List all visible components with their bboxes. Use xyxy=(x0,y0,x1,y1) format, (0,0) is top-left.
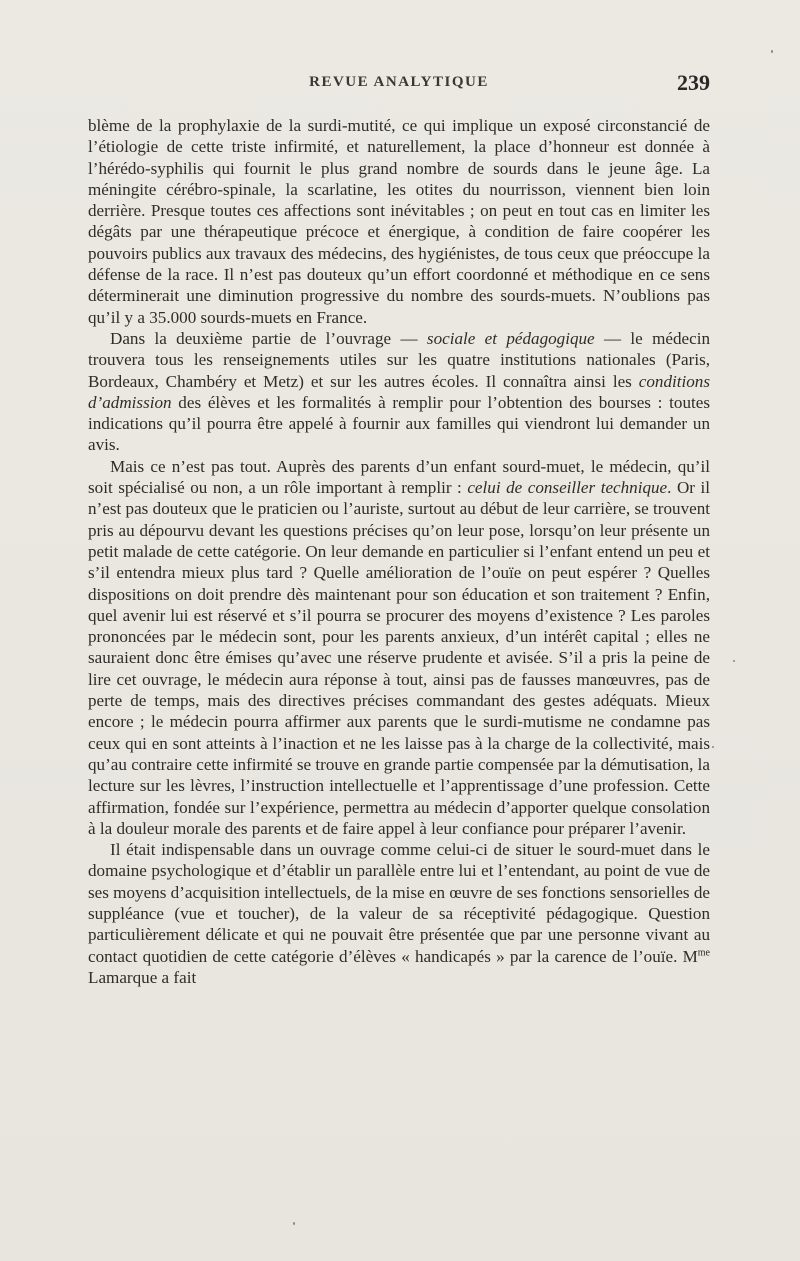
italic-text: sociale et pédagogique xyxy=(426,328,595,348)
text-run: Dans la deuxième partie de l’ouvrage — xyxy=(110,328,427,348)
paragraph xyxy=(88,115,710,328)
page-number: 239 xyxy=(677,70,710,95)
italic-text: celui de conseiller technique xyxy=(467,478,668,498)
scan-speck xyxy=(293,1222,295,1225)
text-run: — le médecin trouvera tous les renseignements utiles sur les quatre institutions nationales (Paris, Bordeaux, Chambéry et Metz) et sur les autres écoles. Il connaîtra ainsi les xyxy=(88,328,710,391)
text-run: blème de la prophylaxie de la surdi-mutité, ce qui implique un exposé circonstancié de l’étiologie de cette triste infirmité, et naturellement, la place d’honneur est donnée à l’hérédo-syphilis qui fournit le plus grand nombre de sourds dans le jeune âge. La méningite cérébro-spinale, la scarlatine, les otites du nourrisson, viennent bien loin derrière. Presque toutes ces affections sont inévitables ; on peut en tout cas en limiter les dégâts par une thérapeutique précoce et énergique, à condition de faire coopérer les pouvoirs publics aux travaux des médecins, des hygiénistes, de tous ceux que préoccupe la défense de la race. Il n’est pas douteux qu’un effort coordonné et méthodique en ce sens déterminerait une diminution progressive du nombre des sourds-muets. N’oublions pas qu’il y a 35.000 sourds-muets en France. xyxy=(88,116,710,327)
text-run: des élèves et les formalités à remplir pour l’obtention des bourses : toutes indications qu’il pourra être appelé à fournir aux familles qui viendront lui demander un avis. xyxy=(88,392,710,455)
body-text xyxy=(88,115,710,988)
page-header xyxy=(88,70,710,100)
paragraph xyxy=(88,456,710,839)
text-run: . Or il n’est pas douteux que le praticien ou l’auriste, surtout au début de leur carrière, se trouvent pris au dépourvu devant les questions précises qu’on leur pose, lorsqu’on leur présente un petit malade de cette catégorie. On leur demande en particulier si l’enfant entend un peu et s’il entendra mieux plus tard ? Quelle amélioration de l’ouïe on peut espérer ? Quelles dispositions on doit prendre dès maintenant pour son éducation et son traitement ? Enfin, quel avenir lui est réservé et s’il pourra se procurer des moyens d’existence ? Les paroles prononcées par le médecin sont, pour les parents anxieux, d’un intérêt capital ; elles ne sauraient donc être émises qu’avec une réserve prudente et avisée. S’il a pris la peine de lire cet ouvrage, le médecin aura réponse à tout, ainsi pas de fausses manœuvres, pas de perte de temps, mais des directives précises commandant des gestes adéquats. Mieux encore ; le médecin pourra affirmer aux parents que le surdi-mutisme ne condamne pas ceux qui en sont atteints à l’inaction et ne les laisse pas à la charge de la collectivité, mais qu’au contraire cette infirmité se trouve en grande partie compensée par la démutisation, la lecture sur les lèvres, l’instruction intellectuelle et l’apprentissage d’une profession. Cette affirmation, fondée sur l’expérience, permettra au médecin d’apporter quelque consolation à la douleur morale des parents et de faire appel à leur confiance pour préparer l’avenir. xyxy=(88,478,711,838)
scan-speck xyxy=(771,50,773,53)
superscript: me xyxy=(697,946,710,958)
paragraph xyxy=(88,328,710,456)
text-run: Il était indispensable dans un ouvrage comme celui-ci de situer le sourd-muet dans le domaine psychologique et d’établir un parallèle entre lui et l’entendant, au point de vue de ses moyens d’acquisition intellectuels, de la mise en œuvre de ses fonctions sensorielles de suppléance (vue et toucher), de la valeur de sa réceptivité pédagogique. Question particulièrement délicate et qui ne pouvait être présentée que par une personne vivant au contact quotidien de cette catégorie d’élèves « handicapés » par la carence de l’ouïe. M xyxy=(88,840,710,966)
scan-speck xyxy=(733,660,735,662)
scan-speck xyxy=(712,746,714,748)
italic-text: conditions d’admission xyxy=(88,371,710,412)
text-run: Mais ce n’est pas tout. Auprès des parents d’un enfant sourd-muet, le médecin, qu’il soit spécialisé ou non, a un rôle important à remplir : xyxy=(88,456,710,498)
running-title: REVUE ANALYTIQUE xyxy=(309,74,489,90)
text-run: Lamarque a fait xyxy=(88,967,197,987)
paragraph xyxy=(88,839,710,988)
